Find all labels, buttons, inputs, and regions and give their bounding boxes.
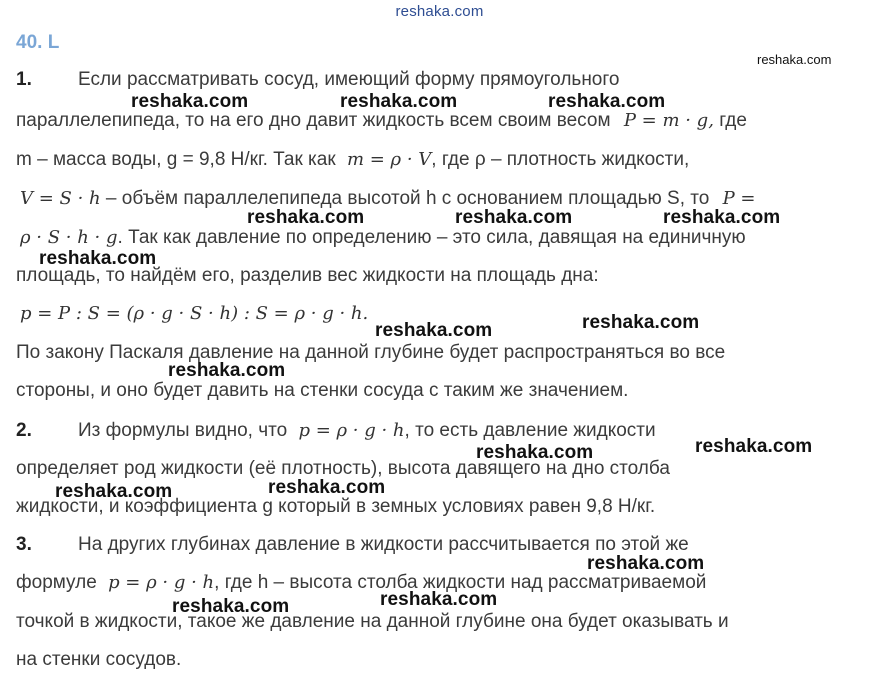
exercise-heading: 40. L	[16, 32, 60, 53]
formula-p3: p = ρ · g · h	[108, 572, 215, 593]
watermark: reshaka.com	[582, 312, 700, 333]
watermark: reshaka.com	[172, 596, 290, 617]
watermark: reshaka.com	[131, 91, 249, 112]
item-2-line-1	[16, 420, 656, 442]
item-number: 3.	[16, 534, 32, 555]
item-1-line-9	[16, 380, 628, 402]
text: , где ρ – плотность жидкости,	[431, 149, 690, 170]
text: – объём параллелепипеда высотой h с основанием площадью S, то	[105, 188, 710, 209]
text: где	[719, 110, 747, 131]
formula-P-start: P =	[722, 188, 756, 209]
watermark: reshaka.com	[375, 320, 493, 341]
text: параллелепипеда, то на его дно давит жидкость всем своим весом	[16, 110, 611, 131]
item-number: 2.	[16, 420, 32, 441]
watermark: reshaka.com	[39, 248, 157, 269]
text: жидкости, и коэффициента g который в земных условиях равен 9,8 Н/кг.	[16, 496, 656, 517]
text: точкой в жидкости, такое же давление на данной глубине она будет оказывать и	[16, 611, 729, 632]
text: На других глубинах давление в жидкости рассчитывается по этой же	[78, 534, 689, 555]
item-3-line-3	[16, 611, 729, 633]
watermark-corner: reshaka.com	[757, 52, 832, 67]
formula-weight: P = m · g,	[623, 110, 714, 131]
watermark: reshaka.com	[695, 436, 813, 457]
text: на стенки сосудов.	[16, 649, 182, 670]
item-1-line-2	[16, 110, 747, 132]
item-1-line-5	[20, 227, 746, 249]
text: определяет род жидкости (её плотность), высота давящего на дно столба	[16, 458, 670, 479]
text: Если рассматривать сосуд, имеющий форму прямоугольного	[78, 69, 620, 90]
watermark: reshaka.com	[55, 481, 173, 502]
site-watermark-top: reshaka.com	[395, 3, 484, 20]
item-1-line-7	[20, 303, 368, 325]
watermark: reshaka.com	[663, 207, 781, 228]
formula-pressure: p = P : S = (ρ · g · S · h) : S = ρ · g · h.	[20, 303, 369, 324]
formula-mass: m = ρ · V	[346, 149, 432, 170]
item-1-line-3	[16, 149, 689, 171]
watermark: reshaka.com	[455, 207, 573, 228]
watermark: reshaka.com	[476, 442, 594, 463]
watermark: reshaka.com	[380, 589, 498, 610]
item-1-line-1	[16, 69, 619, 91]
item-1-line-4	[20, 188, 756, 210]
text: стороны, и оно будет давить на стенки сосуда с таким же значением.	[16, 380, 629, 401]
text: По закону Паскаля давление на данной глубине будет распространяться во все	[16, 342, 726, 363]
item-3-line-4	[16, 649, 181, 671]
text: формуле	[16, 572, 97, 593]
text: , то есть давление жидкости	[404, 420, 656, 441]
watermark: reshaka.com	[168, 360, 286, 381]
item-1-line-8	[16, 342, 725, 364]
formula-p2: p = ρ · g · h	[298, 420, 405, 441]
watermark: reshaka.com	[247, 207, 365, 228]
watermark: reshaka.com	[548, 91, 666, 112]
text: Из формулы видно, что	[78, 420, 288, 441]
text: m – масса воды, g = 9,8 Н/кг. Так как	[16, 149, 336, 170]
watermark: reshaka.com	[268, 477, 386, 498]
text: площадь, то найдём его, разделив вес жидкости на площадь дна:	[16, 265, 599, 286]
item-number: 1.	[16, 69, 32, 90]
watermark: reshaka.com	[340, 91, 458, 112]
formula-volume: V = S · h	[20, 188, 101, 209]
text: , где h – высота столба жидкости над рассматриваемой	[214, 572, 707, 593]
watermark: reshaka.com	[587, 553, 705, 574]
text: . Так как давление по определению – это сила, давящая на единичную	[117, 227, 746, 248]
formula-P-end: ρ · S · h · g	[20, 227, 118, 248]
item-3-line-2	[16, 572, 706, 594]
